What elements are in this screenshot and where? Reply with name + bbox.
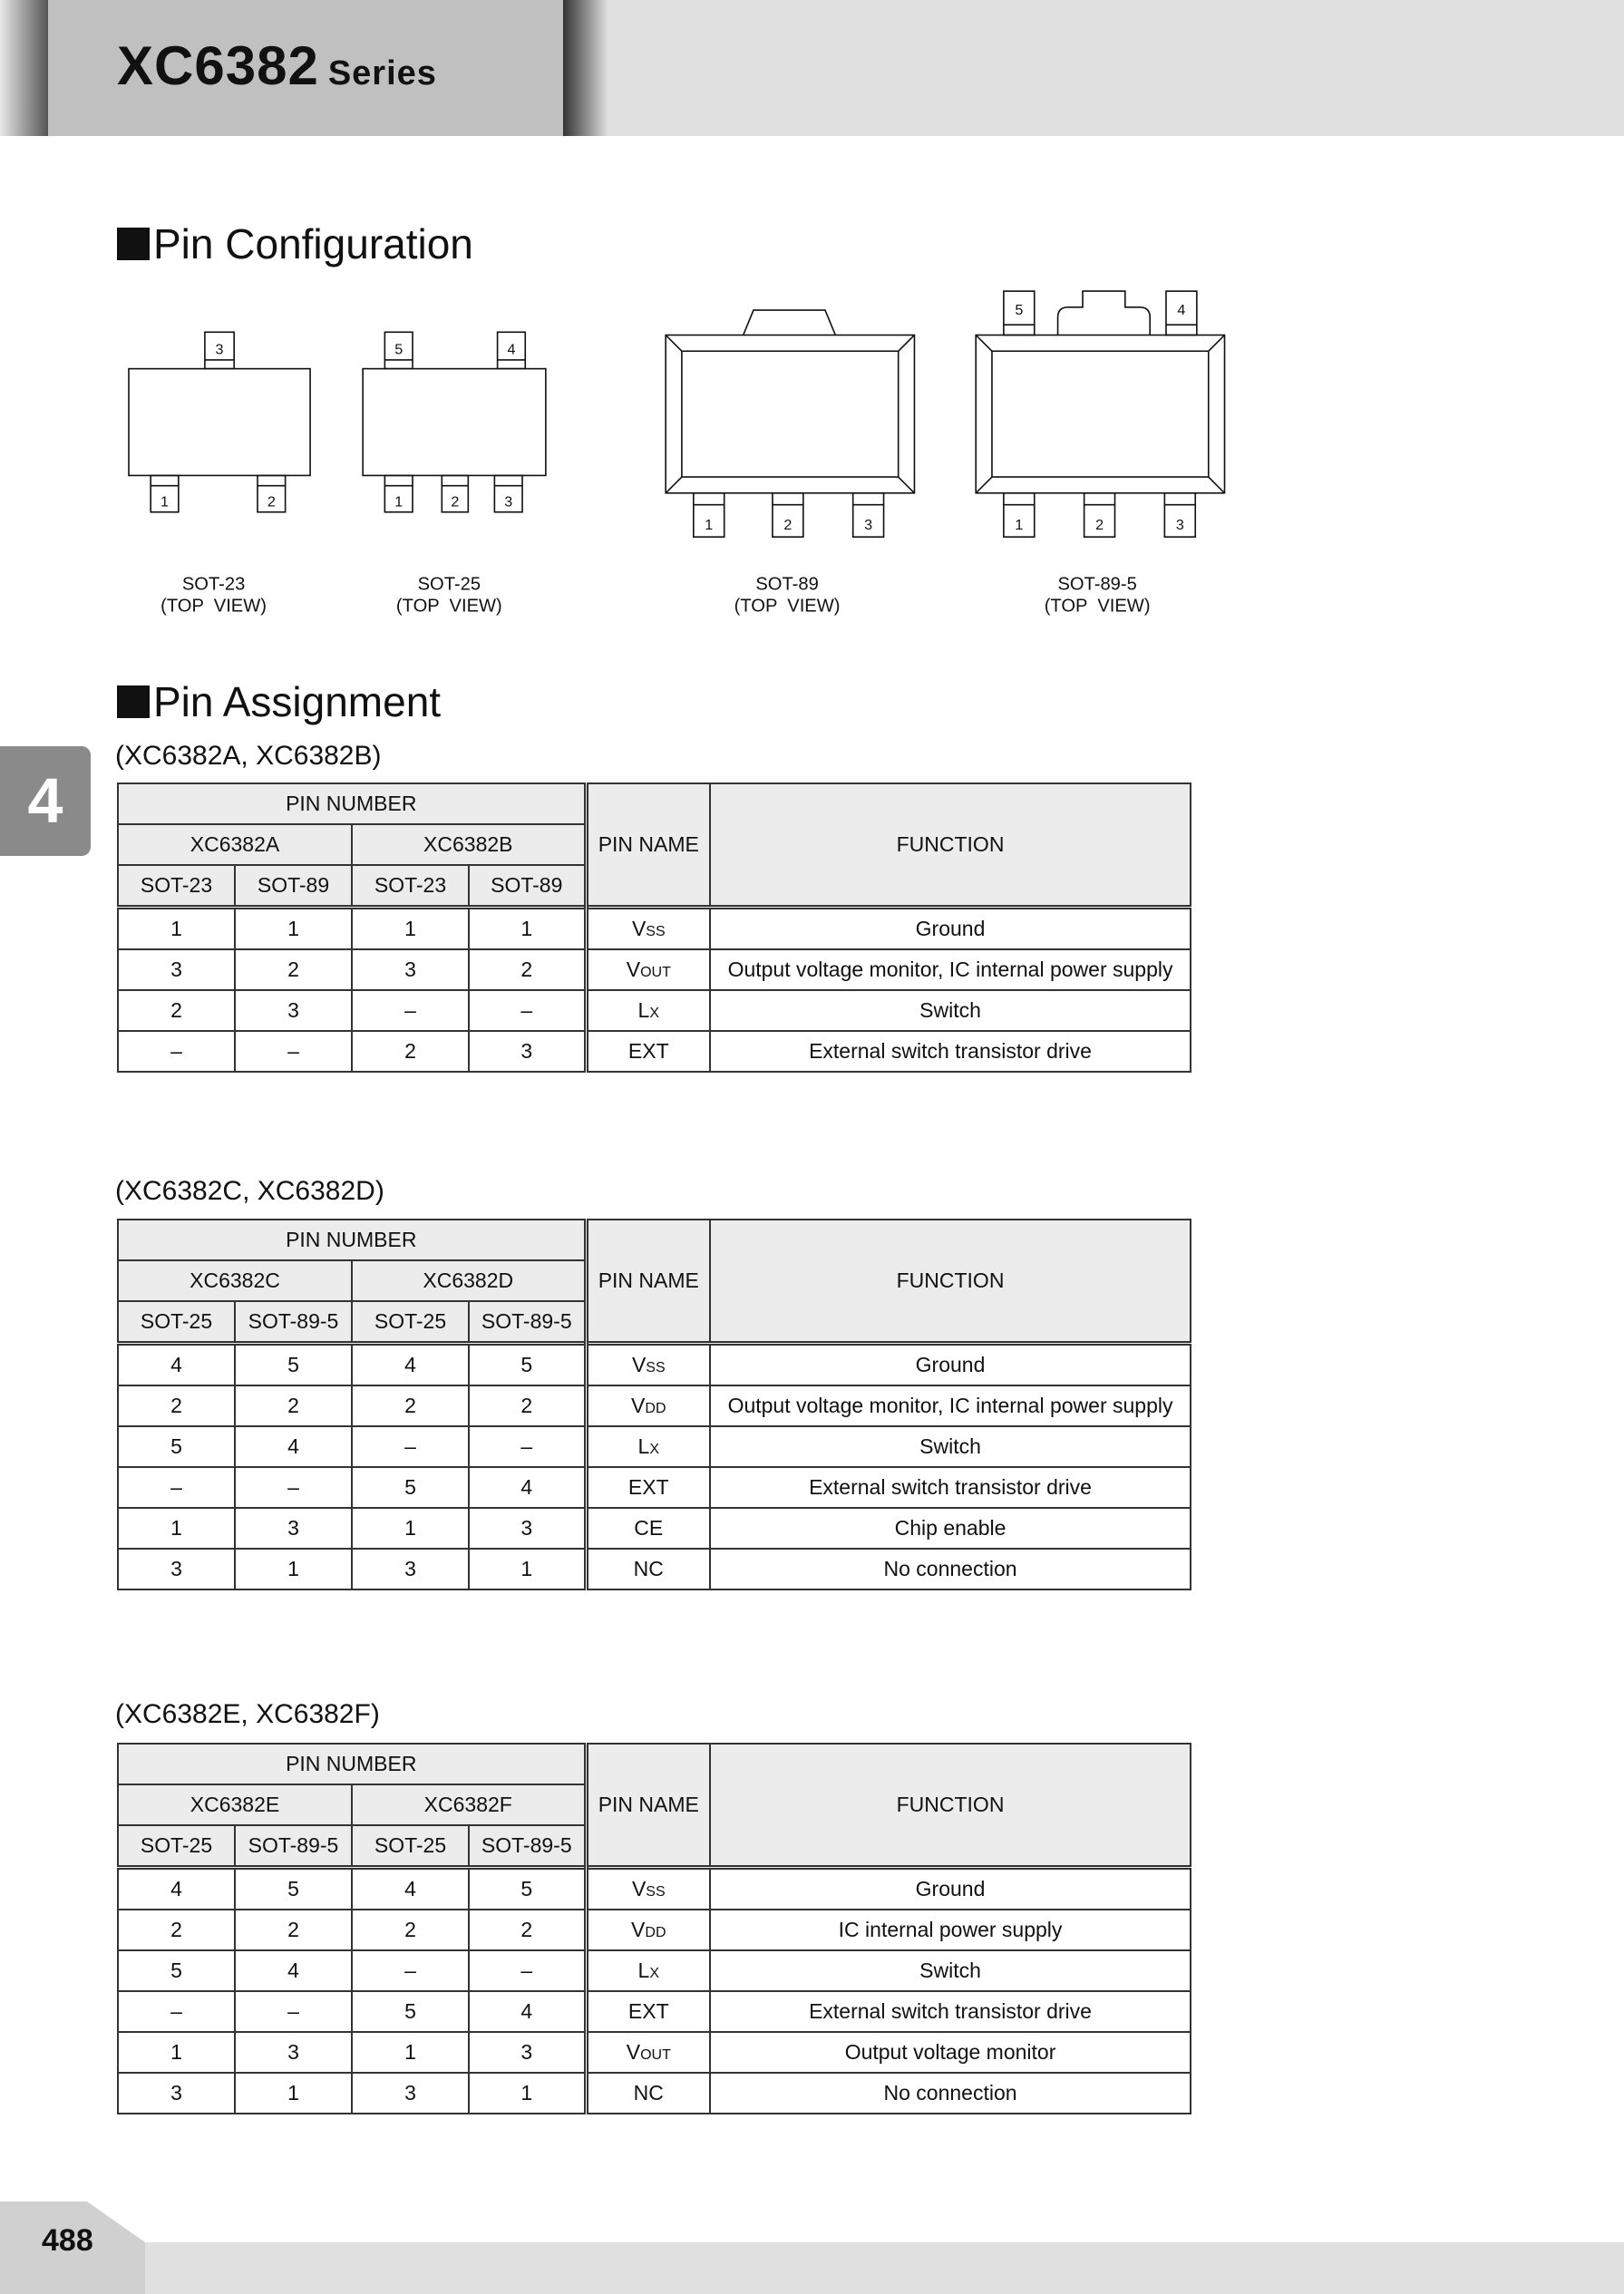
pin-label: 2 bbox=[1095, 517, 1104, 534]
pin-name-subscript: SS bbox=[646, 1884, 666, 1900]
pin-number-cell: 3 bbox=[235, 1508, 352, 1549]
pin-number-cell: 1 bbox=[235, 908, 352, 950]
pin-number-cell: – bbox=[469, 990, 586, 1031]
pin-name: NC bbox=[633, 1557, 664, 1580]
pin-number-cell: 2 bbox=[352, 1385, 469, 1426]
pin-name-cell bbox=[586, 1031, 710, 1072]
footer-band bbox=[0, 2242, 1624, 2294]
pin-label: 1 bbox=[160, 493, 170, 510]
function-cell: IC internal power supply bbox=[710, 1910, 1191, 1950]
pin-number-cell: 2 bbox=[469, 1385, 586, 1426]
pin-name-subscript: X bbox=[649, 1442, 660, 1457]
table-row bbox=[118, 1031, 1191, 1072]
pin-name: EXT bbox=[627, 1999, 669, 2023]
package-name: SOT-89-5 bbox=[1057, 574, 1137, 595]
pin-number-cell: 5 bbox=[469, 1344, 586, 1386]
pin-name-cell bbox=[586, 2032, 710, 2073]
pin-number-cell: 1 bbox=[118, 1508, 235, 1549]
package-header: SOT-25 bbox=[118, 1301, 235, 1344]
table-caption: (XC6382C, XC6382D) bbox=[115, 1176, 384, 1206]
pin-number-cell: – bbox=[469, 1426, 586, 1467]
pin-number-cell: 3 bbox=[118, 2073, 235, 2114]
pin-number-cell: – bbox=[352, 1426, 469, 1467]
pin-name: L bbox=[637, 1959, 650, 1982]
package-header: SOT-23 bbox=[118, 865, 235, 908]
pin-name-cell bbox=[586, 1910, 710, 1950]
function-cell: Switch bbox=[710, 990, 1191, 1031]
package-sot-89 bbox=[666, 310, 914, 616]
pin-number-header: PIN NUMBER bbox=[118, 1744, 586, 1784]
pin-name-cell bbox=[586, 1344, 710, 1386]
table-row bbox=[118, 949, 1191, 990]
pin-name-cell bbox=[586, 1467, 710, 1508]
function-cell: External switch transistor drive bbox=[710, 1991, 1191, 2032]
function-cell: Output voltage monitor, IC internal power supply bbox=[710, 949, 1191, 990]
pin-number-cell: 5 bbox=[118, 1426, 235, 1467]
series-name: XC6382 bbox=[117, 35, 319, 96]
package-view: (TOP VIEW) bbox=[734, 596, 841, 617]
pin-number-cell: – bbox=[118, 1467, 235, 1508]
pin-number-cell: 1 bbox=[352, 908, 469, 950]
package-view: (TOP VIEW) bbox=[1044, 596, 1151, 617]
pin-name: V bbox=[631, 1353, 647, 1376]
pin-assignment-table bbox=[117, 782, 1191, 1073]
pin-name-subscript: OUT bbox=[640, 2047, 671, 2063]
section-title: Pin Assignment bbox=[153, 678, 442, 725]
pin-number-cell: 4 bbox=[352, 1868, 469, 1910]
pin-number-header: PIN NUMBER bbox=[118, 1220, 586, 1260]
table-row bbox=[118, 1950, 1191, 1991]
model-header: XC6382B bbox=[352, 824, 586, 865]
package-header: SOT-25 bbox=[352, 1301, 469, 1344]
pin-number-cell: 5 bbox=[235, 1344, 352, 1386]
pin-number-cell: 3 bbox=[469, 2032, 586, 2073]
pin-name: V bbox=[626, 2040, 641, 2064]
pin-number-cell: 4 bbox=[469, 1467, 586, 1508]
pin-number-cell: – bbox=[235, 1991, 352, 2032]
package-header: SOT-89 bbox=[469, 865, 586, 908]
pin-label: 1 bbox=[705, 517, 714, 534]
pin-number-cell: 1 bbox=[352, 1508, 469, 1549]
pin-label: 4 bbox=[1177, 301, 1186, 318]
package-header: SOT-89-5 bbox=[235, 1825, 352, 1868]
package-view: (TOP VIEW) bbox=[395, 596, 502, 617]
table-row bbox=[118, 1508, 1191, 1549]
pin-name-cell bbox=[586, 1508, 710, 1549]
pin-assignment-table bbox=[117, 1743, 1191, 2114]
table-row bbox=[118, 908, 1191, 950]
package-header: SOT-25 bbox=[352, 1825, 469, 1868]
pin-label: 3 bbox=[215, 341, 224, 358]
page-number: 488 bbox=[42, 2223, 93, 2258]
pin-name-cell bbox=[586, 1991, 710, 2032]
pin-number-cell: 5 bbox=[352, 1991, 469, 2032]
table-row bbox=[118, 1467, 1191, 1508]
pin-label: 2 bbox=[451, 493, 460, 510]
pin-number-cell: 2 bbox=[235, 1910, 352, 1950]
pin-name: V bbox=[626, 957, 641, 981]
function-cell: Ground bbox=[710, 908, 1191, 950]
pin-number-header: PIN NUMBER bbox=[118, 783, 586, 824]
function-header: FUNCTION bbox=[710, 783, 1191, 908]
pin-name-header: PIN NAME bbox=[586, 1744, 710, 1868]
pin-number-cell: – bbox=[118, 1991, 235, 2032]
pin-number-cell: 2 bbox=[118, 1385, 235, 1426]
pin-name-subscript: SS bbox=[646, 924, 666, 939]
pin-name-cell bbox=[586, 1868, 710, 1910]
pin-label: 1 bbox=[1015, 517, 1024, 534]
pin-number-cell: 1 bbox=[469, 908, 586, 950]
pin-number-cell: 1 bbox=[235, 1549, 352, 1589]
pin-number-cell: 1 bbox=[352, 2032, 469, 2073]
table-row bbox=[118, 1385, 1191, 1426]
table-row bbox=[118, 1868, 1191, 1910]
pin-number-cell: 2 bbox=[352, 1031, 469, 1072]
pin-name-header: PIN NAME bbox=[586, 1220, 710, 1344]
table-row bbox=[118, 1991, 1191, 2032]
function-cell: External switch transistor drive bbox=[710, 1467, 1191, 1508]
pin-label: 5 bbox=[1015, 301, 1024, 318]
pin-number-cell: 2 bbox=[469, 949, 586, 990]
pin-number-cell: 5 bbox=[469, 1868, 586, 1910]
function-header: FUNCTION bbox=[710, 1220, 1191, 1344]
model-header: XC6382D bbox=[352, 1260, 586, 1301]
pin-number-cell: 2 bbox=[235, 949, 352, 990]
pin-number-cell: 3 bbox=[352, 1549, 469, 1589]
pin-label: 1 bbox=[394, 493, 404, 510]
function-cell: Switch bbox=[710, 1950, 1191, 1991]
pin-label: 5 bbox=[394, 341, 404, 358]
pin-number-cell: 3 bbox=[235, 2032, 352, 2073]
package-header: SOT-89-5 bbox=[469, 1825, 586, 1868]
pin-name: V bbox=[631, 1394, 646, 1417]
package-header: SOT-89 bbox=[235, 865, 352, 908]
pin-number-cell: – bbox=[235, 1031, 352, 1072]
package-name: SOT-89 bbox=[755, 574, 819, 595]
package-view: (TOP VIEW) bbox=[160, 596, 267, 617]
model-header: XC6382E bbox=[118, 1784, 352, 1825]
table-row bbox=[118, 990, 1191, 1031]
pin-number-cell: 3 bbox=[469, 1508, 586, 1549]
pin-number-cell: 3 bbox=[235, 990, 352, 1031]
pin-name-cell bbox=[586, 990, 710, 1031]
table-caption: (XC6382A, XC6382B) bbox=[115, 741, 382, 771]
pin-number-cell: 1 bbox=[469, 2073, 586, 2114]
function-cell: Ground bbox=[710, 1344, 1191, 1386]
model-header: XC6382F bbox=[352, 1784, 586, 1825]
package-header: SOT-25 bbox=[118, 1825, 235, 1868]
section-title: Pin Configuration bbox=[153, 220, 473, 267]
function-cell: Chip enable bbox=[710, 1508, 1191, 1549]
function-cell: No connection bbox=[710, 1549, 1191, 1589]
pin-number-cell: – bbox=[352, 990, 469, 1031]
pin-name: EXT bbox=[627, 1039, 669, 1063]
pin-label: 3 bbox=[864, 517, 873, 534]
pin-number-cell: 1 bbox=[118, 2032, 235, 2073]
pin-name-cell bbox=[586, 2073, 710, 2114]
pin-number-cell: 4 bbox=[118, 1344, 235, 1386]
pin-name-subscript: SS bbox=[646, 1360, 666, 1375]
package-name: SOT-23 bbox=[181, 574, 246, 595]
pin-name: V bbox=[631, 1877, 647, 1900]
pin-number-cell: – bbox=[118, 1031, 235, 1072]
pin-name-subscript: X bbox=[649, 1006, 660, 1021]
section-pin-assignment bbox=[117, 677, 441, 726]
function-header: FUNCTION bbox=[710, 1744, 1191, 1868]
function-cell: External switch transistor drive bbox=[710, 1031, 1191, 1072]
function-cell: Switch bbox=[710, 1426, 1191, 1467]
pin-name: L bbox=[637, 1434, 650, 1458]
pin-name-cell bbox=[586, 1426, 710, 1467]
pin-name-subscript: DD bbox=[645, 1401, 666, 1416]
pin-name: NC bbox=[633, 2081, 664, 2104]
function-cell: Output voltage monitor, IC internal power supply bbox=[710, 1385, 1191, 1426]
pin-label: 3 bbox=[504, 493, 513, 510]
pin-name: L bbox=[637, 998, 650, 1022]
pin-number-cell: 2 bbox=[469, 1910, 586, 1950]
package-header: SOT-89-5 bbox=[235, 1301, 352, 1344]
pin-number-cell: 2 bbox=[235, 1385, 352, 1426]
pin-name-header: PIN NAME bbox=[586, 783, 710, 908]
package-header: SOT-23 bbox=[352, 865, 469, 908]
table-row bbox=[118, 1910, 1191, 1950]
pin-number-cell: 5 bbox=[235, 1868, 352, 1910]
pin-number-cell: 1 bbox=[469, 1549, 586, 1589]
pin-number-cell: – bbox=[469, 1950, 586, 1991]
pin-label: 2 bbox=[783, 517, 793, 534]
table-caption: (XC6382E, XC6382F) bbox=[115, 1699, 380, 1729]
package-header: SOT-89-5 bbox=[469, 1301, 586, 1344]
pin-name: EXT bbox=[627, 1475, 669, 1499]
pin-name: V bbox=[631, 917, 647, 940]
model-header: XC6382A bbox=[118, 824, 352, 865]
pin-number-cell: 4 bbox=[469, 1991, 586, 2032]
function-cell: No connection bbox=[710, 2073, 1191, 2114]
pin-assignment-table bbox=[117, 1219, 1191, 1590]
table-row bbox=[118, 2073, 1191, 2114]
package-name: SOT-25 bbox=[417, 574, 481, 595]
pin-name: CE bbox=[634, 1516, 664, 1540]
pin-name-cell bbox=[586, 1549, 710, 1589]
pin-number-cell: 3 bbox=[118, 949, 235, 990]
package-sot-89-5 bbox=[976, 291, 1224, 616]
model-header: XC6382C bbox=[118, 1260, 352, 1301]
package-sot-25 bbox=[363, 332, 546, 616]
function-cell: Ground bbox=[710, 1868, 1191, 1910]
pin-name-cell bbox=[586, 1950, 710, 1991]
pin-number-cell: 3 bbox=[118, 1549, 235, 1589]
pin-number-cell: 1 bbox=[118, 908, 235, 950]
pin-number-cell: 4 bbox=[235, 1426, 352, 1467]
pin-number-cell: 5 bbox=[352, 1467, 469, 1508]
pin-name-cell bbox=[586, 1385, 710, 1426]
pin-number-cell: – bbox=[352, 1950, 469, 1991]
pin-name-subscript: X bbox=[649, 1966, 660, 1981]
pin-name: V bbox=[631, 1918, 646, 1941]
pin-number-cell: 1 bbox=[235, 2073, 352, 2114]
pin-number-cell: 2 bbox=[352, 1910, 469, 1950]
pin-number-cell: 3 bbox=[469, 1031, 586, 1072]
pin-number-cell: 3 bbox=[352, 2073, 469, 2114]
bullet-square-icon bbox=[117, 685, 150, 718]
series-suffix: Series bbox=[327, 54, 437, 92]
pin-number-cell: 4 bbox=[235, 1950, 352, 1991]
pin-number-cell: 5 bbox=[118, 1950, 235, 1991]
function-cell: Output voltage monitor bbox=[710, 2032, 1191, 2073]
table-row bbox=[118, 2032, 1191, 2073]
pin-number-cell: 2 bbox=[118, 990, 235, 1031]
pin-number-cell: 3 bbox=[352, 949, 469, 990]
package-sot-23 bbox=[129, 332, 310, 616]
chapter-tab: 4 bbox=[0, 746, 91, 856]
pin-name-cell bbox=[586, 908, 710, 950]
pin-number-cell: 4 bbox=[352, 1344, 469, 1386]
pin-label: 4 bbox=[507, 341, 516, 358]
table-row bbox=[118, 1549, 1191, 1589]
table-row bbox=[118, 1344, 1191, 1386]
pin-name-subscript: DD bbox=[645, 1925, 666, 1940]
pin-name-cell bbox=[586, 949, 710, 990]
pin-name-subscript: OUT bbox=[640, 965, 671, 980]
pin-number-cell: 4 bbox=[118, 1868, 235, 1910]
table-row bbox=[118, 1426, 1191, 1467]
pin-configuration-diagrams bbox=[0, 0, 1624, 653]
pin-label: 3 bbox=[1175, 517, 1184, 534]
pin-number-cell: 2 bbox=[118, 1910, 235, 1950]
pin-label: 2 bbox=[267, 493, 276, 510]
pin-number-cell: – bbox=[235, 1467, 352, 1508]
